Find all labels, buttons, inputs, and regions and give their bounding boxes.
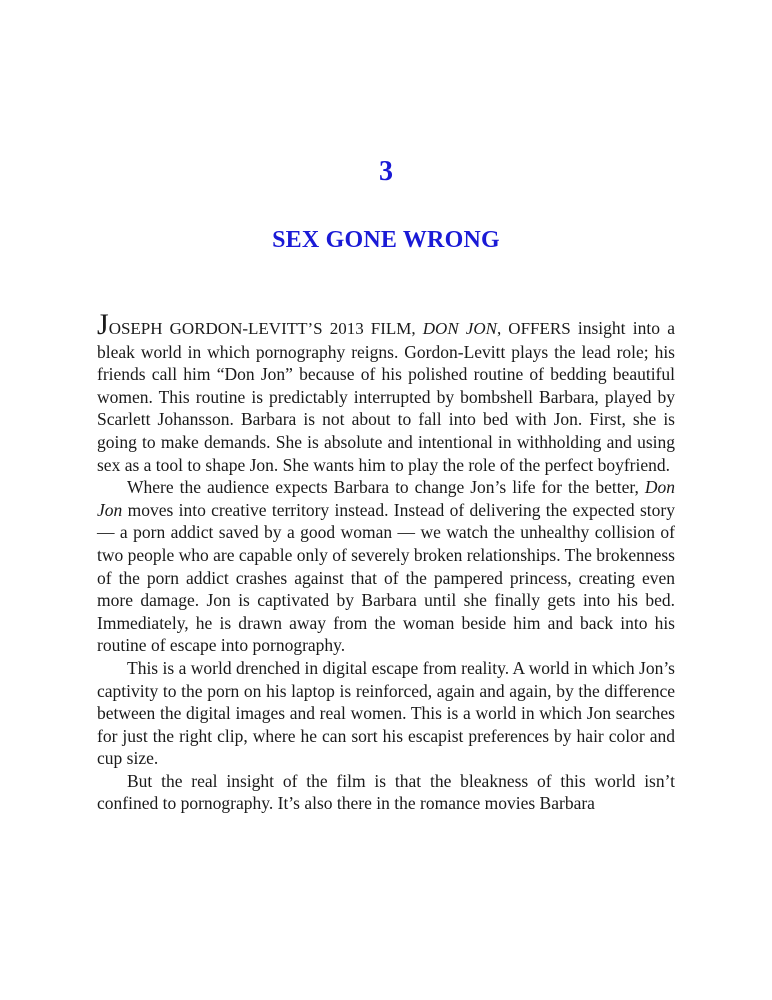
- paragraph-1-text: insight into a bleak world in which pornography reigns. Gordon-Levitt plays the lead role; his friends call him “Don Jon” because of his polished routine of bedding beautiful women. This routine is predictably interrupted by bombshell Barbara, played by Scarlett Johansson. Barbara is not about to fall into bed with Jon. First, she is going to make demands. She is absolute and intentional in withholding and using sex as a tool to shape Jon. She wants him to play the role of the perfect boyfriend.: [97, 318, 675, 475]
- paragraph-2-text-b: moves into creative territory instead. Instead of delivering the expected story — a porn addict saved by a good woman — we watch the unhealthy collision of two people who are capable only of severely broken relationships. The brokenness of the porn addict crashes against that of the pampered princess, creating even more damage. Jon is captivated by Barbara until she finally gets into his bed. Immediately, he is drawn away from the woman beside him and back into his routine of escape into pornography.: [97, 499, 675, 656]
- paragraph-3: This is a world drenched in digital escape from reality. A world in which Jon’s captivity to the porn on his laptop is reinforced, again and again, by the difference between the digital images and real women. This is a world in which Jon searches for just the right clip, where he can sort his escapist preferences by hair color and cup size.: [97, 657, 675, 769]
- drop-cap: J: [97, 308, 109, 341]
- film-title: Don Jon: [97, 477, 675, 520]
- opening-caps-end: , OFFERS: [496, 319, 571, 338]
- opening-caps: OSEPH GORDON-LEVITT’S 2013 FILM,: [108, 319, 423, 338]
- chapter-number: 3: [379, 156, 393, 187]
- paragraph-1: [97, 308, 675, 476]
- chapter-body: [97, 308, 675, 815]
- chapter-title: SEX GONE WRONG: [272, 227, 500, 253]
- paragraph-2-text-a: Where the audience expects Barbara to change Jon’s life for the better,: [127, 477, 645, 498]
- film-title-caps: DON JON: [422, 319, 497, 338]
- paragraph-2: [97, 476, 675, 657]
- paragraph-4: But the real insight of the film is that the bleakness of this world isn’t confined to pornography. It’s also there in the romance movies Barbara: [97, 770, 675, 814]
